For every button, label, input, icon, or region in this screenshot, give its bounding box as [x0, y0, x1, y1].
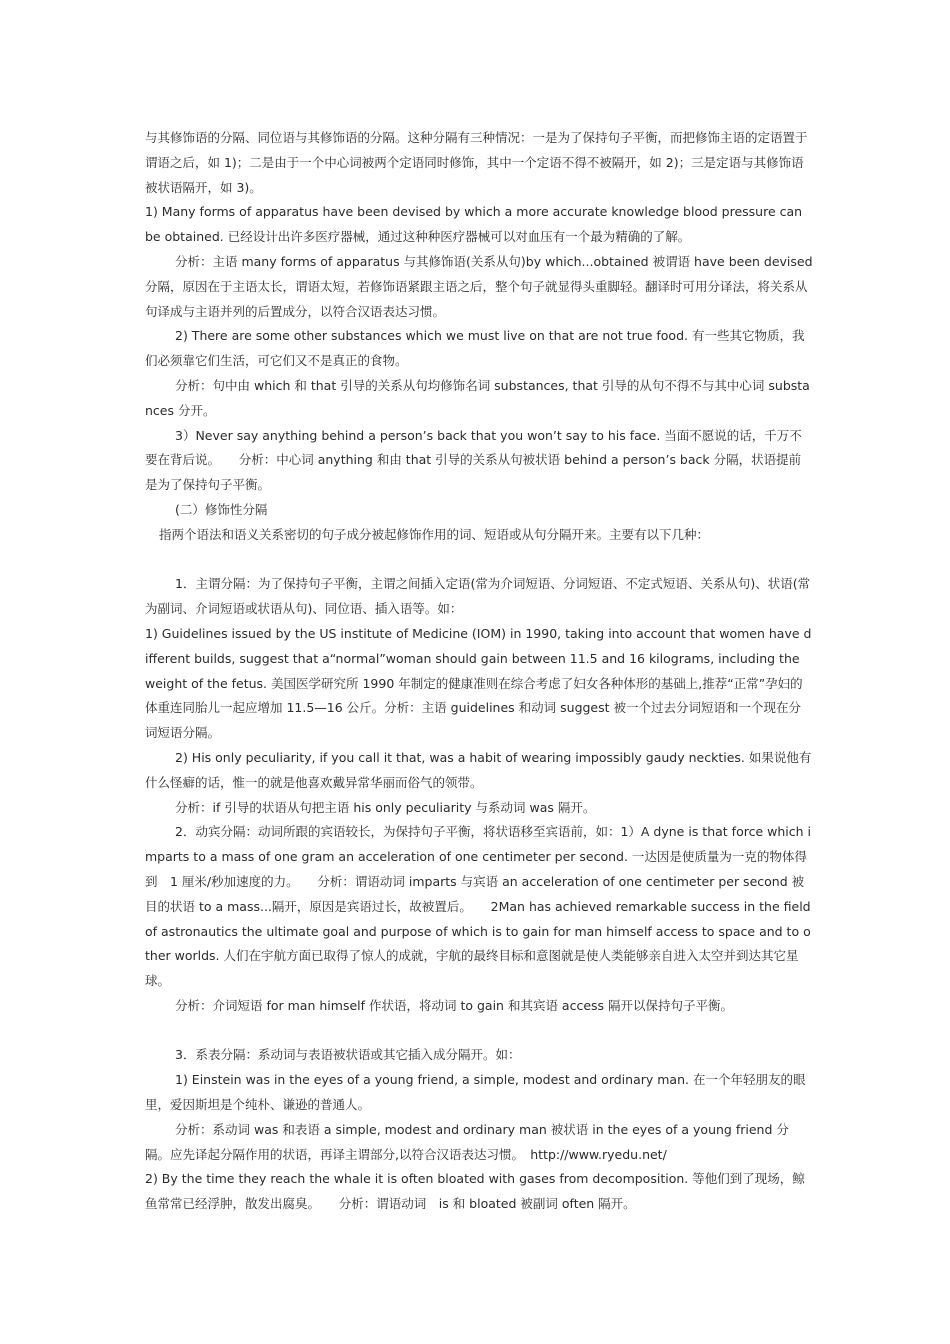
example-1-sentence: 1) Many forms of apparatus have been devised by which a more accurate knowledge blood pressure can be obtained. 已经设计出许多医疗器械，通过这种种医疗器械可以对血压有一个最为精确的了解。: [145, 204, 803, 245]
peculiarity-example: 2) His only peculiarity, if you call it that, was a habit of wearing impossibly gaudy neckties. 如果说他有什么怪癖的话，惟一的就是他喜欢戴异常华丽而俗气的领带。: [145, 749, 812, 790]
example-2-sentence: 2) There are some other substances which we must live on that are not true food. 有一些其它物质，我们必须靠它们生活，可它们又不是真正的食物。: [145, 328, 805, 369]
peculiarity-analysis: 分析：if 引导的状语从句把主语 his only peculiarity 与系动词 was 隔开。: [175, 799, 596, 815]
blank-line: [145, 548, 813, 573]
linking-verb-heading: 3．系表分隔：系动词与表语被状语或其它插入成分隔开。如：: [175, 1047, 521, 1063]
einstein-analysis: 分析：系动词 was 和表语 a simple, modest and ordinary man 被状语 in the eyes of a young friend 分 隔。应先译起分隔作用的状语，再译主谓部分,以符合汉语表达习惯。 http://www.ryedu.net/: [145, 1121, 802, 1162]
document-page: [145, 126, 813, 1217]
section-definition: 指两个语法和语义关系密切的句子成分被起修饰作用的词、短语或从句分隔开来。主要有以下几种：: [159, 526, 710, 542]
example-3-sentence: 3）Never say anything behind a person’s back that you won’t say to his face. 当面不愿说的话，千万不要在背后说。 分析：中心词 anything 和由 that 引导的关系从句被状语 behind a person’s back 分隔，状语提前是为了保持句子平衡。: [145, 427, 802, 493]
subject-predicate-heading: 1．主谓分隔：为了保持句子平衡，主谓之间插入定语(常为介词短语、分词短语、不定式短语、关系从句)、状语(常为副词、介词短语或状语从句)、同位语、插入语等。如：: [145, 576, 811, 617]
intro-paragraph: 与其修饰语的分隔、同位语与其修饰语的分隔。这种分隔有三种情况：一是为了保持句子平衡，而把修饰主语的定语置于谓语之后，如 1)；二是由于一个中心词被两个定语同时修饰，其中一个定语不得不被隔开，如 2)；三是定语与其修饰语被状语隔开，如 3)。: [145, 130, 808, 195]
einstein-example: 1) Einstein was in the eyes of a young friend, a simple, modest and ordinary man. 在一个年轻朋友的眼里，爱因斯坦是个纯朴、谦逊的普通人。: [145, 1072, 806, 1113]
guidelines-example: 1) Guidelines issued by the US institute of Medicine (IOM) in 1990, taking into account that women have different builds, suggest that a“normal”woman should gain between 11.5 and 16 kilograms, including the weight of the fetus. 美国医学研究所 1990 年制定的健康准则在综合考虑了妇女各种体形的基础上,推荐“正常”孕妇的体重连同胎儿一起应增加 11.5—16 公斤。分析：主语 guidelines 和动词 suggest 被一个过去分词短语和一个现在分词短语分隔。: [145, 625, 812, 741]
verb-object-section: 2．动宾分隔：动词所跟的宾语较长，为保持句子平衡，将状语移至宾语前，如：1）A dyne is that force which imparts to a mass of one gram an acceleration of one centimeter per second. 一达因是使质量为一克的物体得到 1 厘米/秒加速度的力。 分析：谓语动词 imparts 与宾语 an acceleration of one centimeter per second 被目的状语 to a mass...隔开，原因是宾语过长，故被置后。 2Man has achieved remarkable success in the field of astronautics the ultimate goal and purpose of which is to gain for man himself access to space and to other worlds. 人们在宇航方面已取得了惊人的成就，宇航的最终目标和意图就是使人类能够亲自进入太空并到达其它星球。: [145, 824, 811, 989]
astronautics-analysis: 分析：介词短语 for man himself 作状语，将动词 to gain 和其宾语 access 隔开以保持句子平衡。: [175, 997, 734, 1013]
section-heading-modifier-separation: (二）修饰性分隔: [175, 501, 268, 517]
example-1-analysis: 分析：主语 many forms of apparatus 与其修饰语(关系从句)by which...obtained 被谓语 have been devised 分隔，原因在于主语太长，谓语太短，若修饰语紧跟主语之后，整个句子就显得头重脚轻。翻译时可用分译法，将关系从句译成与主语并列的后置成分，以符合汉语表达习惯。: [145, 253, 813, 319]
blank-line: [145, 1019, 813, 1044]
whale-example: 2) By the time they reach the whale it is often bloated with gases from decomposition. 等他们到了现场，鲸鱼常常已经浮肿，散发出腐臭。 分析：谓语动词 is 和 bloated 被副词 often 隔开。: [145, 1171, 805, 1212]
example-2-analysis: 分析：句中由 which 和 that 引导的关系从句均修饰名词 substances, that 引导的从句不得不与其中心词 substances 分开。: [145, 377, 810, 418]
